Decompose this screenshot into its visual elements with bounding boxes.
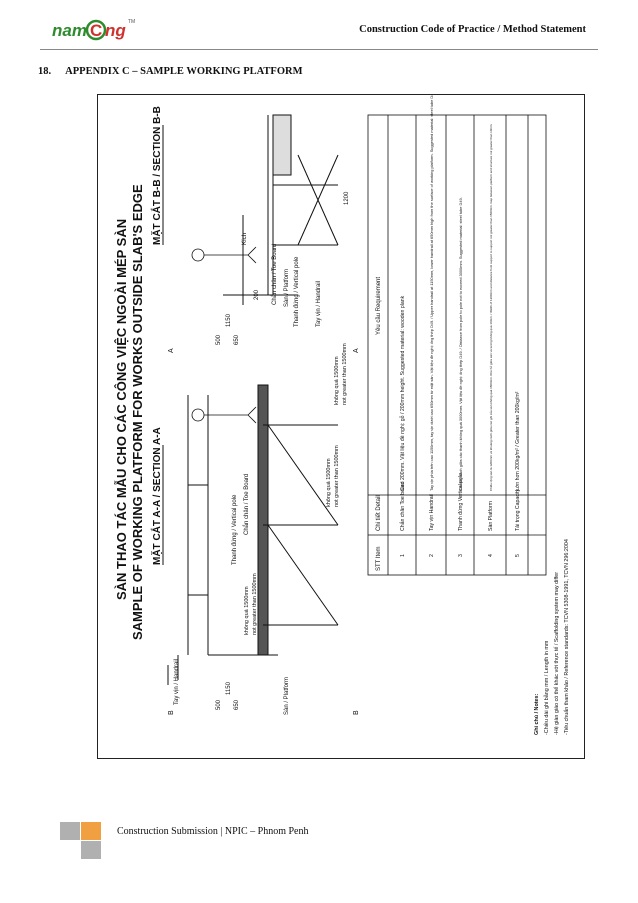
dim-500-a: 500: [216, 699, 222, 710]
logo-letter: C: [90, 21, 103, 40]
table-row-4-num: 4: [488, 554, 494, 557]
footer-block-gray-2: [81, 841, 101, 859]
label-spacing-2-en: not greater than 1500mm: [334, 445, 340, 507]
table-row-3-detail: Thanh đứng Vertical pole: [458, 473, 464, 531]
document-title: Construction Code of Practice / Method Statement: [359, 24, 586, 35]
label-vertical-pole-b: Thanh đứng / Vertical pole: [294, 256, 300, 327]
dim-1150-b: 1150: [226, 314, 232, 327]
section-aa-label: MẶT CẮT A-A / SECTION A-A: [152, 427, 163, 565]
table-header-requirement: Yêu cầu Requirement: [376, 276, 382, 335]
section-aa-scaffold: [168, 385, 338, 685]
label-vertical-pole-a: Thanh đứng / Vertical pole: [232, 494, 238, 565]
section-number: 18.: [38, 66, 52, 77]
worker-figure-b: [192, 247, 256, 263]
table-row-4-detail: Sàn Platform: [488, 501, 494, 531]
table-row-2-num: 2: [429, 554, 435, 557]
dim-650-b: 650: [234, 334, 240, 345]
label-spacing-3-en: not greater than 1500mm: [342, 343, 348, 405]
table-row-5-num: 5: [515, 554, 521, 557]
marker-b-top: B: [168, 710, 175, 715]
label-toe-board-b: Chắn chân / Toe Board: [272, 243, 278, 305]
label-handrail-b: Tay vịn / Handrail: [316, 280, 322, 327]
note-heading: Ghi chú / Notes:: [534, 693, 540, 735]
note-3: -Tiêu chuẩn tham khảo / Reference standards: TCVN 5308-1991, TCVN 296:2004: [564, 539, 570, 735]
logo-text-right: ng: [105, 21, 126, 40]
header-divider: [40, 49, 598, 50]
footer-block-orange: [81, 822, 101, 840]
label-spacing-1: không quá 1500mm: [244, 586, 250, 635]
table-row-5-req: Lớn hơn 200kg/m² / Greater than 200kg/m²: [515, 391, 521, 491]
table-row-1-req: Cao 200mm. Vật liệu đề nghị: gỗ / 200mm height. Suggested material: wooden plank: [400, 295, 406, 491]
logo-text-left: nam: [52, 21, 87, 40]
marker-a-top: A: [168, 348, 175, 353]
table-header: [376, 277, 382, 571]
label-spacing-1-en: not greater than 1500mm: [252, 573, 258, 635]
dim-1200: 1200: [344, 191, 350, 205]
dim-650-a: 650: [234, 699, 240, 710]
table-header-detail: Chi tiết Detail: [376, 495, 382, 531]
drawing-notes: [534, 539, 570, 735]
drawing-title-en: SAMPLE OF WORKING PLATFORM FOR WORKS OUTSIDE SLAB'S EDGE: [130, 184, 145, 640]
label-toe-board-a: Chắn chân / Toe Board: [244, 473, 250, 535]
drawing-canvas: [98, 95, 584, 758]
table-row-1-num: 1: [400, 554, 406, 557]
marker-a-bottom: A: [353, 348, 360, 353]
footer-text: Construction Submission | NPIC – Phnom Penh: [117, 826, 309, 837]
label-handrail-a: Tay vịn / Handrail: [174, 658, 180, 705]
drawing-title-vi: SÀN THAO TÁC MẪU CHO CÁC CÔNG VIỆC NGOÀI MÉP SÀN: [114, 218, 129, 600]
label-kich: Kích: [242, 232, 248, 245]
table-row-5-detail: Tải trọng Capacity: [515, 488, 521, 531]
section-bb-scaffold: [223, 115, 338, 305]
footer-block-gray-1: [60, 822, 80, 840]
note-2: -Hệ giàn giáo có thể khác với thực tế / Scaffolding system may differ: [554, 571, 560, 735]
section-title: APPENDIX C – SAMPLE WORKING PLATFORM: [65, 66, 303, 77]
label-spacing-2: không quá 1500mm: [326, 458, 332, 507]
dim-500-b: 500: [216, 334, 222, 345]
label-spacing-3: không quá 1500mm: [334, 356, 340, 405]
section-bb-label: MẶT CẮT B-B / SECTION B-B: [152, 106, 163, 245]
worker-figure-a: [192, 407, 256, 423]
namcong-logo: [52, 14, 142, 46]
table-header-item: STT Item: [376, 546, 382, 571]
note-1: -Chiều dài ghi bằng mm / Length in mm: [544, 640, 550, 735]
table-row-2-req: Tay vịn phía trên cao 1150mm, tay vịn dưới cao 650mm từ mặt sàn. Vật liệu đề nghị: ống thép D49. / Upper handrail at 1150mm, lower handrail at 650mm high from the surface of working platform. Suggested material: steel tube D49.: [429, 95, 434, 491]
working-platform-drawing: [97, 94, 585, 759]
label-platform-b: Sàn / Platform: [284, 268, 290, 307]
logo-tm: TM: [128, 19, 136, 25]
section-heading: [38, 66, 303, 77]
table-row-3-req: Khoảng cách giữa các thanh không quá 3000mm. Vật liệu đề nghị: ống thép D49. / Distance from pole to pole not to exceed 3000mm. Suggested material: steel tube D49.: [458, 197, 463, 491]
label-platform-a: Sàn / Platform: [284, 676, 290, 715]
footer-decoration: [60, 822, 104, 862]
table-row-4-req: Chiều rộng sàn là 1200mm và khoảng cách giữa các gối của sàn không quá 1500mm. Khe hở giữa sàn và tường không quá 10mm. / Width of 1200mm and distance from support to support not greater than 1500mm. Gap between platform and structure not greater than 10mm.: [489, 123, 493, 491]
dim-200: 200: [254, 289, 260, 300]
table-row-3-num: 3: [458, 554, 464, 557]
table-rows: [399, 95, 521, 557]
table-row-2-detail: Tay vịn Handrail: [429, 494, 435, 531]
dim-1150-a: 1150: [226, 682, 232, 695]
marker-b-bottom: B: [353, 710, 360, 715]
table-row-1-detail: Chắn chân Toe board: [400, 481, 406, 531]
